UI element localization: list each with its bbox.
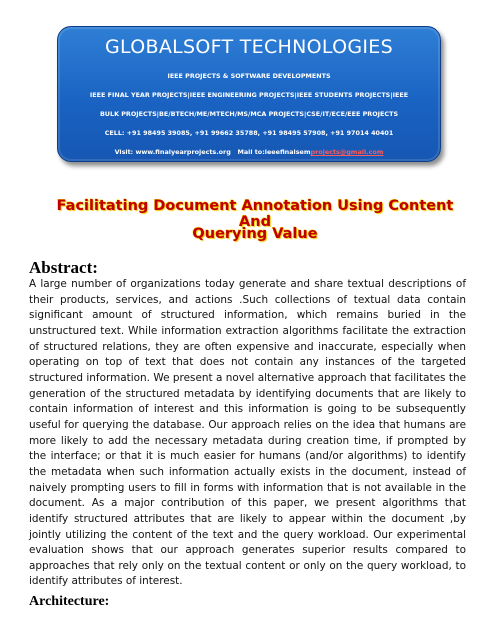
document-title-line2: Querying Value	[192, 226, 318, 242]
banner-degrees-line: BULK PROJECTS|BE/BTECH/ME/MTECH/MS/MCA PROJECTS|CSE/IT/ECE/EEE PROJECTS	[99, 110, 399, 118]
company-name: GLOBALSOFT TECHNOLOGIES	[105, 36, 393, 58]
website-link[interactable]: www.finalyearprojects.org	[135, 148, 231, 156]
email-link-part1[interactable]: ieeefinalsem	[264, 148, 311, 156]
abstract-heading: Abstract:	[29, 258, 98, 277]
header-banner	[57, 26, 441, 162]
visit-label: Visit:	[114, 148, 136, 156]
email-link-part2[interactable]: projects@gmail.com	[310, 148, 384, 156]
banner-tagline: IEEE PROJECTS & SOFTWARE DEVELOPMENTS	[167, 72, 331, 80]
banner-phone-line: CELL: +91 98495 39085, +91 99662 35788, +91 98495 57908, +91 97014 40401	[104, 129, 394, 137]
abstract-text: A large number of organizations today generate and share textual descriptions of their products, services, and actions .Such collections of textual data contain significant amount of structured information, which remains buried in the unstructured text. While information extraction algorithms facilitate the extraction of structured relations, they are often expensive and inaccurate, especially when operating on top of text that does not contain any instances of the targeted structured information. We present a novel alternative approach that facilitates the generation of the structured metadata by identifying documents that are likely to contain information of interest and this information is going to be subsequently useful for querying the database. Our approach relies on the idea that humans are more likely to add the necessary metadata during creation time, if prompted by the interface; or that it is much easier for humans (and/or algorithms) to identify the metadata when such information actually exists in the document, instead of naively prompting users to fill in forms with information that is not available in the document. As a major contribution of this paper, we present algorithms that identify structured attributes that are likely to appear within the document ,by jointly utilizing the content of the text and the query workload. Our experimental evaluation shows that our approach generates superior results compared to approaches that rely only on the textual content or only on the query workload, to identify attributes of interest.	[29, 278, 466, 588]
architecture-heading: Architecture:	[29, 594, 110, 609]
mail-label: Mail to:	[237, 148, 265, 156]
banner-contact-line	[58, 148, 440, 156]
banner-projects-line: IEEE FINAL YEAR PROJECTS|IEEE ENGINEERING PROJECTS|IEEE STUDENTS PROJECTS|IEEE	[89, 91, 409, 99]
document-title-line1: Facilitating Document Annotation Using Content And	[56, 198, 454, 230]
